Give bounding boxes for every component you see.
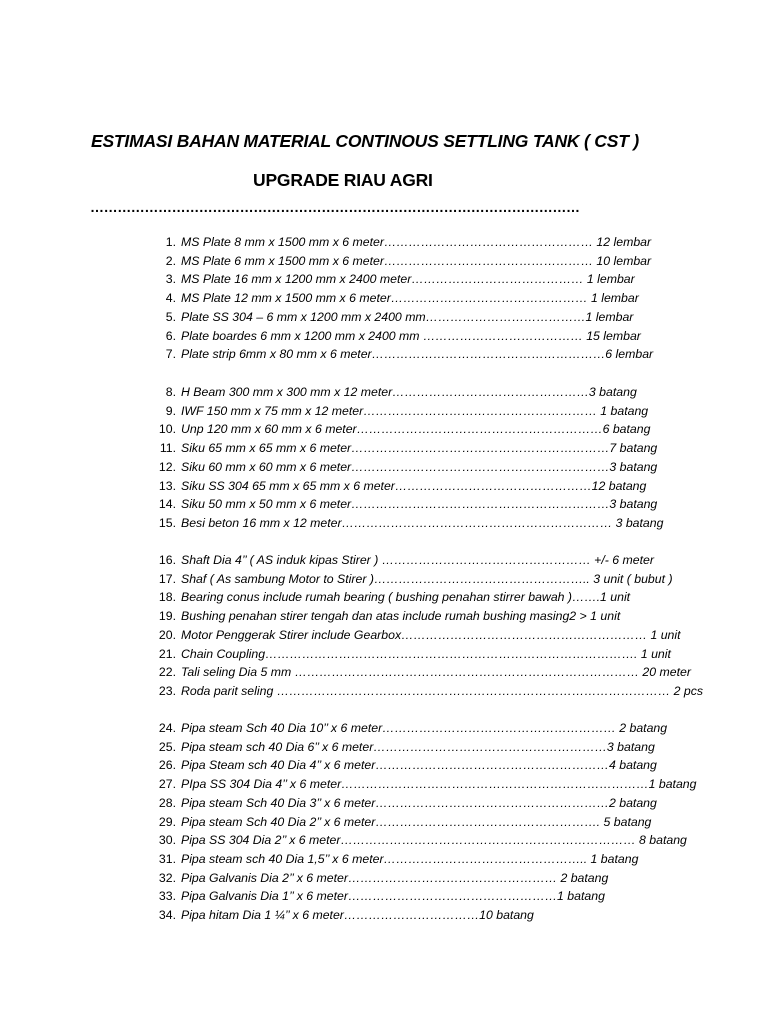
list-item-number: 19. [158,609,176,624]
list-item-text: Siku SS 304 65 mm x 65 mm x 6 meter…………………………………………12 batang [181,478,647,493]
list-item [0,663,768,682]
list-item [0,327,768,346]
list-item [0,850,768,869]
list-item [0,906,768,925]
list-item [0,570,768,589]
list-item-number: 31. [158,851,176,866]
list-item [0,289,768,308]
list-item [0,270,768,289]
list-item-text: MS Plate 16 mm x 1200 mm x 2400 meter…………………………………… 1 lembar [181,272,635,287]
list-item-text: Plate strip 6mm x 80 mm x 6 meter…………………………………………………6 lembar [181,347,654,362]
list-item [0,682,768,701]
list-item-number: 26. [158,758,176,773]
list-item-number: 30. [158,833,176,848]
list-item [0,626,768,645]
list-item-number: 18. [158,590,176,605]
list-item [0,813,768,832]
list-item-text: Pipa hitam Dia 1 ¼’’ x 6 meter……………………………10 batang [181,908,534,922]
list-item-text: Siku 60 mm x 60 mm x 6 meter………………………………………………………3 batang [181,459,658,474]
list-item [0,514,768,533]
list-item-number: 34. [158,908,176,922]
list-item-text: Bearing conus include rumah bearing ( bushing penahan stirrer bawah )…….1 unit [181,590,631,605]
list-item [0,588,768,607]
list-item-number: 25. [158,739,176,754]
list-item-text: Plate boardes 6 mm x 1200 mm x 2400 mm ………………………………… 15 lembar [181,328,641,343]
list-item-text: Chain Coupling………………………………………………………………………………. 1 unit [181,646,671,661]
list-item-number: 12. [158,459,176,474]
list-item-number: 1. [165,235,176,249]
list-item [0,775,768,794]
list-item [0,551,768,570]
list-item-text: Plate SS 304 – 6 mm x 1200 mm x 2400 mm…………………………………1 lembar [181,309,634,324]
list-item-text: Pipa steam Sch 40 Dia 2’’ x 6 meter………………………………………………. 5 batang [181,814,652,829]
list-item [0,719,768,738]
list-item [0,645,768,664]
list-item-text: Siku 50 mm x 50 mm x 6 meter………………………………………………………3 batang [181,497,658,512]
list-item-number: 24. [158,721,176,735]
list-item [0,887,768,906]
list-item-number: 4. [165,291,176,306]
list-item-text: Bushing penahan stirer tengah dan atas include rumah bushing masing2 > 1 unit [181,609,621,624]
list-item-number: 28. [158,795,176,810]
list-item-text: Pipa Galvanis Dia 1’’ x 6 meter……………………………………………1 batang [181,889,605,904]
list-item-text: H Beam 300 mm x 300 mm x 12 meter…………………………………………3 batang [181,385,637,399]
list-item-number: 27. [158,777,176,792]
list-item-text: Siku 65 mm x 65 mm x 6 meter………………………………………………………7 batang [181,441,658,456]
list-item [0,477,768,496]
list-item-text: Tali seling Dia 5 mm ………………………………………………………………………… 20 meter [181,665,691,680]
list-item-number: 32. [158,870,176,885]
list-item [0,345,768,364]
list-item-text: PIpa SS 304 Dia 4’’ x 6 meter…………………………………………………………………1 batang [181,777,697,792]
list-item [0,607,768,626]
list-item-text: Pipa steam sch 40 Dia 6’’ x 6 meter…………………………………………………3 batang [181,739,655,754]
list-item-number: 20. [158,627,176,642]
list-item-number: 17. [158,571,176,586]
list-item-number: 2. [165,253,176,268]
list-item [0,420,768,439]
list-item-text: Pipa steam sch 40 Dia 1,5’’ x 6 meter………………………………………….. 1 batang [181,851,639,866]
list-item-number: 6. [165,328,176,343]
document-title: ESTIMASI BAHAN MATERIAL CONTINOUS SETTLING TANK ( CST ) [90,131,639,151]
list-item-number: 22. [158,665,176,680]
list-item [0,794,768,813]
list-item-text: Pipa Steam sch 40 Dia 4’’ x 6 meter…………………………………………………4 batang [181,758,657,773]
list-item-text: MS Plate 6 mm x 1500 mm x 6 meter…………………………………………… 10 lembar [181,253,652,268]
list-item-text: Unp 120 mm x 60 mm x 6 meter……………………………………………………6 batang [181,422,651,437]
separator-line: ……………………………………………………………………………………………… [90,199,580,215]
list-item [0,252,768,271]
list-item-text: Pipa Galvanis Dia 2’’ x 6 meter…………………………………………… 2 batang [181,870,609,885]
list-item-text: Pipa steam Sch 40 Dia 3’’ x 6 meter…………………………………………………2 batang [181,795,657,810]
list-item-number: 14. [158,497,176,512]
list-item-number: 7. [165,347,176,362]
document-subtitle: UPGRADE RIAU AGRI [253,170,433,190]
list-item-number: 3. [165,272,176,287]
list-item [0,439,768,458]
list-item-text: Pipa steam Sch 40 Dia 10’’ x 6 meter………………………………………………… 2 batang [181,721,668,735]
list-item-text: Roda parit seling …………………………………………………………………………………… 2 pcs [181,683,704,698]
list-item [0,756,768,775]
list-item-number: 13. [158,478,176,493]
list-item-text: Shaf ( As sambung Motor to Stirer )…………………………………………….. 3 unit ( bubut ) [181,571,673,586]
list-item-text: MS Plate 8 mm x 1500 mm x 6 meter…………………………………………… 12 lembar [181,235,652,249]
list-item [0,458,768,477]
list-item-number: 21. [158,646,176,661]
list-item [0,869,768,888]
list-item-text: Shaft Dia 4’’ ( AS induk kipas Stirer ) …………………………………………… +/- 6 meter [181,553,654,567]
list-item-text: IWF 150 mm x 75 mm x 12 meter………………………………………………… 1 batang [181,403,649,418]
list-item [0,738,768,757]
list-item-number: 29. [158,814,176,829]
list-item-number: 10. [158,422,176,437]
list-item-text: Pipa SS 304 Dia 2’’ x 6 meter……………………………………………………………… 8 batang [181,833,687,848]
list-item [0,402,768,421]
list-item-number: 11. [159,441,176,456]
list-item-number: 9. [165,403,176,418]
list-item-number: 16. [158,553,176,567]
list-item-number: 5. [165,309,176,324]
list-item-text: Besi beton 16 mm x 12 meter………………………………………………………… 3 batang [181,515,664,530]
list-item [0,308,768,327]
list-item-number: 33. [158,889,176,904]
list-item-number: 23. [158,683,176,698]
list-item-text: Motor Penggerak Stirer include Gearbox…………………………………………………… 1 unit [181,627,681,642]
list-item-number: 8. [165,385,176,399]
list-item [0,495,768,514]
list-item [0,383,768,402]
list-item-text: MS Plate 12 mm x 1500 mm x 6 meter………………………………………… 1 lembar [181,291,639,306]
list-item [0,831,768,850]
list-item-number: 15. [158,515,176,530]
list-item [0,233,768,252]
